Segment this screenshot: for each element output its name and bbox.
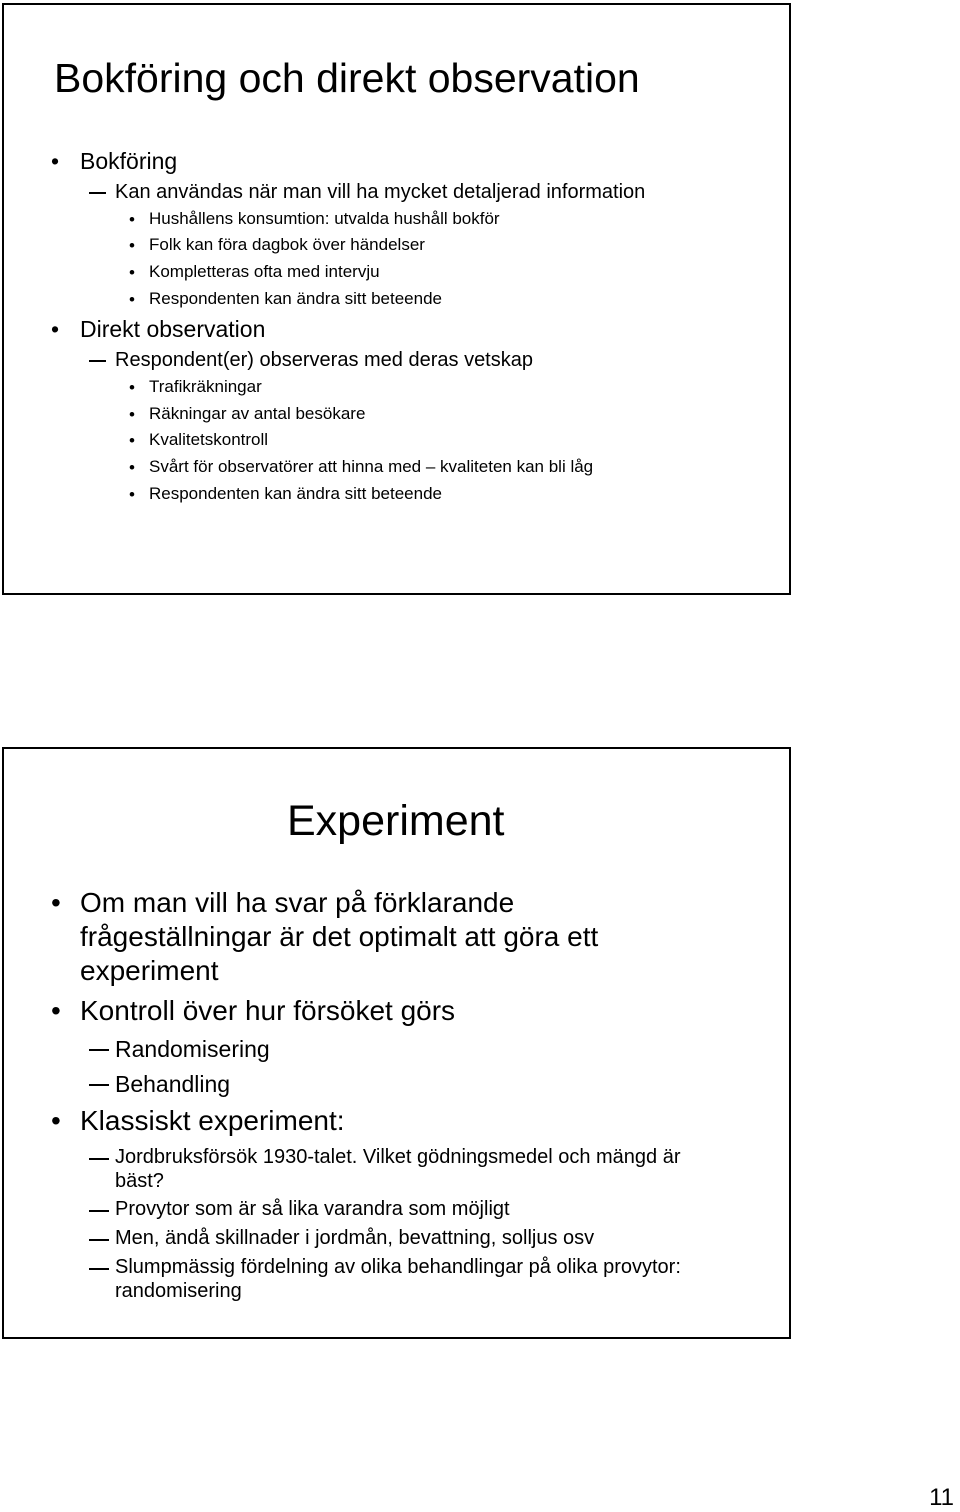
bullet-icon: •: [129, 405, 135, 424]
bullet-icon: •: [51, 148, 60, 174]
bullet-icon: •: [51, 995, 61, 1026]
list-item: Kvalitetskontroll: [149, 430, 269, 449]
section-sub: Kan användas när man vill ha mycket detaljerad information: [115, 181, 646, 203]
bullet-text: Klassiskt experiment:: [80, 1105, 345, 1136]
bullet-icon: •: [129, 290, 135, 309]
list-item: Hushållens konsumtion: utvalda hushåll bokför: [149, 209, 500, 228]
slide2-title: Experiment: [287, 797, 505, 845]
list-item: Räkningar av antal besökare: [149, 404, 366, 423]
bullet-icon: •: [51, 316, 60, 342]
dash-icon: [89, 192, 106, 194]
list-item: Folk kan föra dagbok över händelser: [149, 235, 425, 254]
bullet-icon: •: [129, 210, 135, 229]
section-heading: Bokföring: [80, 148, 178, 174]
sub-item: Slumpmässig fördelning av olika behandlingar på olika provytor:: [115, 1256, 681, 1278]
bullet-text: Kontroll över hur försöket görs: [80, 995, 456, 1026]
list-item: Kompletteras ofta med intervju: [149, 262, 380, 281]
sub-item: bäst?: [115, 1170, 164, 1192]
bullet-text: Om man vill ha svar på förklarande: [80, 887, 515, 918]
sub-item: Men, ändå skillnader i jordmån, bevattning, solljus osv: [115, 1227, 595, 1249]
bullet-icon: •: [129, 263, 135, 282]
sub-item: Behandling: [115, 1071, 231, 1097]
bullet-icon: •: [129, 236, 135, 255]
bullet-icon: •: [129, 458, 135, 477]
bullet-icon: •: [51, 887, 61, 918]
bullet-icon: •: [129, 378, 135, 397]
section-sub: Respondent(er) observeras med deras vetskap: [115, 349, 533, 371]
bullet-icon: •: [129, 431, 135, 450]
list-item: Trafikräkningar: [149, 377, 262, 396]
slide-bokforing: [2, 3, 791, 595]
bullet-icon: •: [129, 485, 135, 504]
slide-experiment: [2, 747, 791, 1339]
dash-icon: [89, 1158, 109, 1160]
sub-item: Jordbruksförsök 1930-talet. Vilket gödningsmedel och mängd är: [115, 1146, 681, 1168]
dash-icon: [89, 1049, 109, 1051]
slide1-title: Bokföring och direkt observation: [54, 55, 640, 101]
sub-item: Provytor som är så lika varandra som möjligt: [115, 1198, 510, 1220]
list-item: Respondenten kan ändra sitt beteende: [149, 484, 443, 503]
list-item: Respondenten kan ändra sitt beteende: [149, 289, 443, 308]
dash-icon: [89, 360, 106, 362]
dash-icon: [89, 1268, 109, 1270]
dash-icon: [89, 1210, 109, 1212]
dash-icon: [89, 1239, 109, 1241]
bullet-icon: •: [51, 1105, 61, 1136]
sub-item: randomisering: [115, 1280, 242, 1302]
list-item: Svårt för observatörer att hinna med – kvaliteten kan bli låg: [149, 457, 594, 476]
bullet-text: frågeställningar är det optimalt att göra ett: [80, 921, 599, 952]
section-heading: Direkt observation: [80, 316, 266, 342]
page-number: 11: [929, 1484, 954, 1511]
bullet-text: experiment: [80, 955, 219, 986]
sub-item: Randomisering: [115, 1036, 270, 1062]
dash-icon: [89, 1084, 109, 1086]
